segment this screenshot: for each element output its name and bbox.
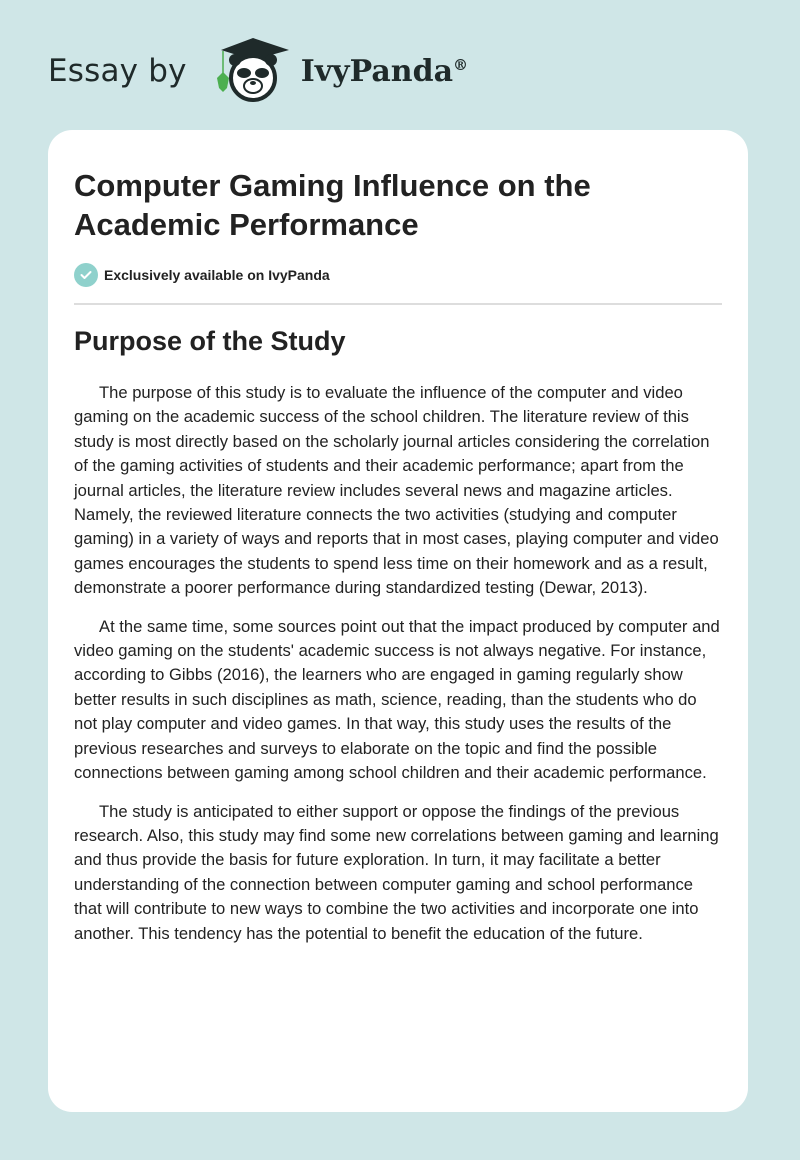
paragraph: The study is anticipated to either support or oppose the findings of the previous research. Also, this study may find some new correlations between gaming and learning and thus provide the basis for future exploration. In turn, it may facilitate a better understanding of the connection between computer gaming and school performance that will contribute to new ways to combine the two activities and incorporate one into another. This tendency has the potential to benefit the education of the future. bbox=[74, 801, 719, 943]
exclusive-badge-text: Exclusively available on IvyPanda bbox=[104, 267, 330, 283]
paragraph: At the same time, some sources point out that the impact produced by computer and video gaming on the students' academic success is not always negative. For instance, according to Gibbs (2016), the learners who are engaged in gaming regularly show better results in such disciplines as math, science, reading, than the students who do not play computer and video games. In that way, this study uses the results of the previous researches and surveys to elaborate on the topic and find the possible connections between gaming among school children and their academic performance. bbox=[74, 616, 720, 783]
paragraph: The purpose of this study is to evaluate the influence of the computer and video gaming on the academic success of the school children. The literature review of this study is most directly based on the scholarly journal articles considering the correlation of the gaming activities of students and their academic performance; apart from the journal articles, the literature review includes several news and magazine articles. Namely, the reviewed literature connects the two activities (studying and computer gaming) in a variety of ways and reports that in most cases, playing computer and video games encourages the students to spend less time on their homework and as a result, demonstrate a poorer performance during standardized testing (Dewar, 2013). bbox=[74, 383, 719, 598]
essay-title: Computer Gaming Influence on the Academic Performance bbox=[74, 168, 591, 242]
ivypanda-logo-icon[interactable] bbox=[209, 36, 297, 106]
divider bbox=[74, 303, 722, 305]
essay-card bbox=[48, 130, 748, 1112]
registered-mark: ® bbox=[453, 55, 469, 74]
essay-by-label: Essay by bbox=[48, 53, 187, 89]
check-icon bbox=[74, 263, 98, 287]
essay-body bbox=[74, 381, 724, 960]
brand-name bbox=[301, 54, 468, 89]
section-heading: Purpose of the Study bbox=[74, 326, 346, 356]
exclusive-badge bbox=[74, 263, 330, 287]
brand-text: IvyPanda bbox=[300, 53, 454, 89]
site-header bbox=[48, 36, 468, 106]
